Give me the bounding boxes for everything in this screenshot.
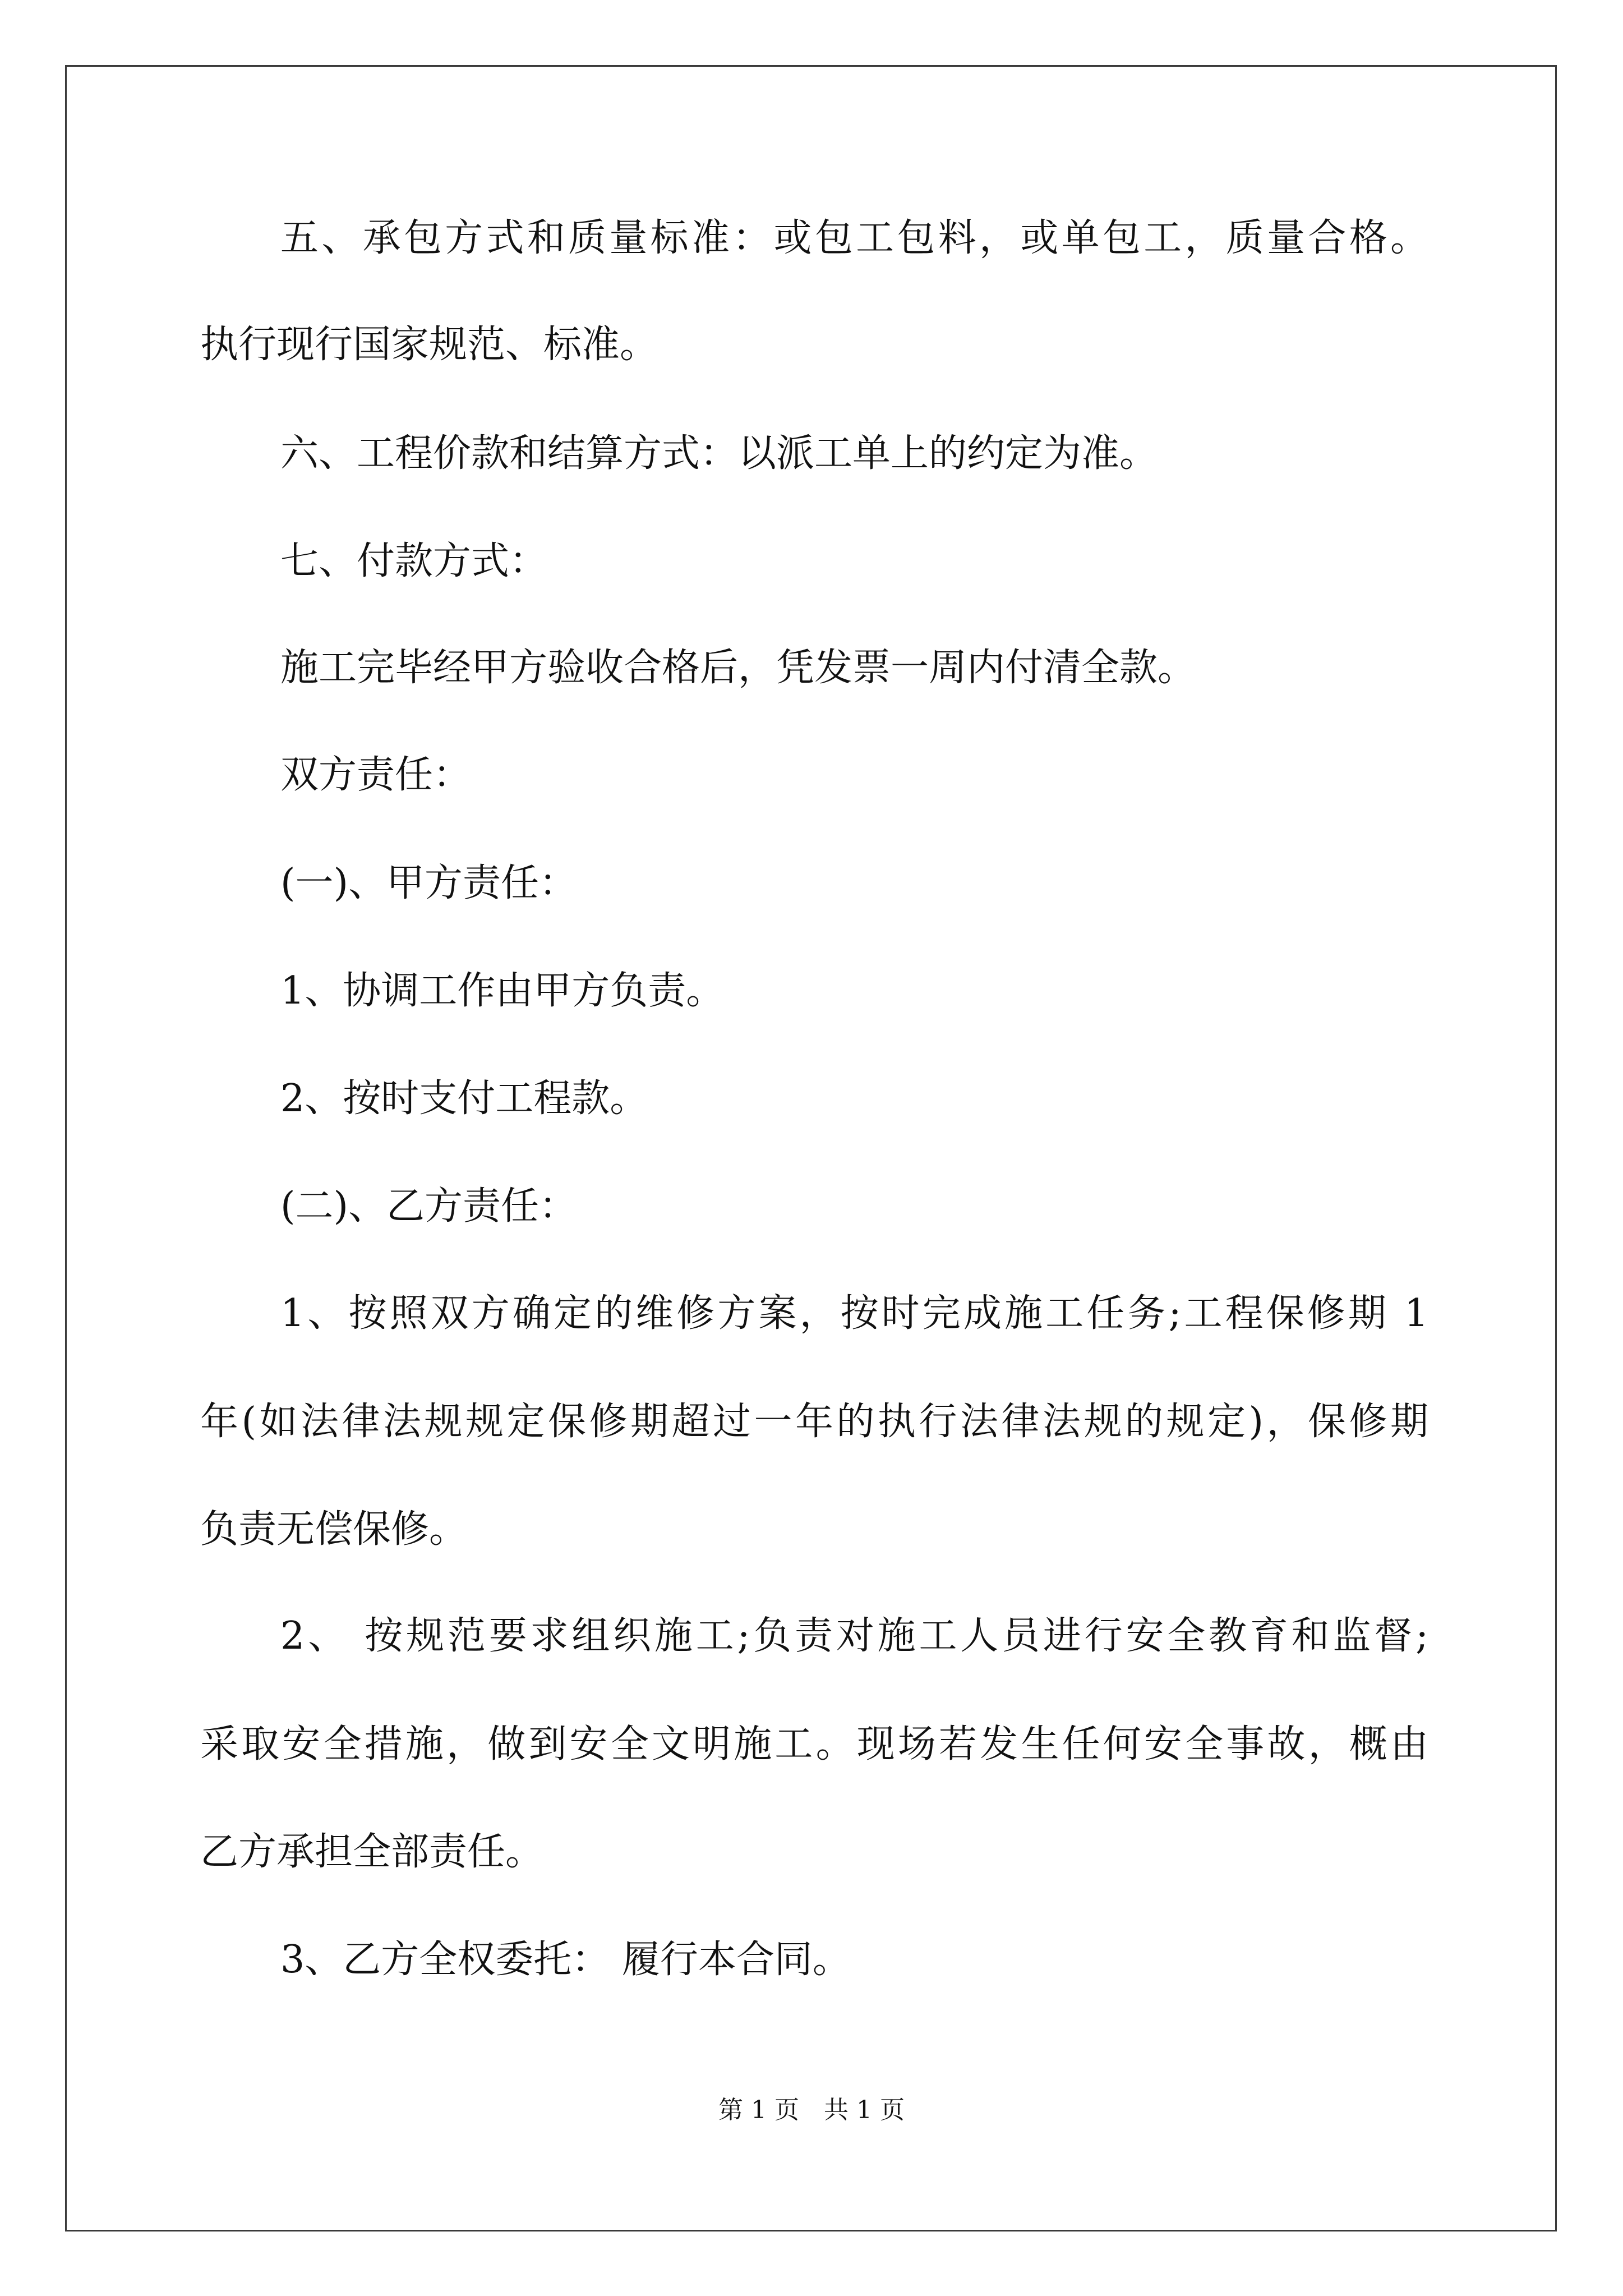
paragraph-line: 1、协调工作由甲方负责。	[280, 969, 725, 1013]
paragraph-line: 3、乙方全权委托： 履行本合同。	[280, 1938, 851, 1982]
paragraph-line: 执行现行国家规范、标准。	[200, 323, 658, 367]
paragraph-line: 2、按时支付工程款。	[280, 1076, 648, 1121]
paragraph-line: (一)、甲方责任：	[280, 861, 578, 905]
paragraph-line: 七、付款方式：	[280, 539, 548, 583]
paragraph-line: (二)、乙方责任：	[280, 1184, 578, 1228]
paragraph-line: 采取安全措施，做到安全文明施工。现场若发生任何安全事故，概由	[200, 1722, 1428, 1766]
paragraph-line: 六、工程价款和结算方式：以派工单上的约定为准。	[280, 431, 1158, 476]
paragraph-line: 年(如法律法规规定保修期超过一年的执行法律法规的规定)，保修期	[200, 1400, 1428, 1444]
paragraph-line: 负责无偿保修。	[200, 1507, 468, 1552]
paragraph-line: 双方责任：	[280, 753, 472, 797]
paragraph-line: 1、按照双方确定的维修方案，按时完成施工任务;工程保修期 1	[280, 1291, 1428, 1336]
paragraph-line: 五、承包方式和质量标准：或包工包料，或单包工，质量合格。	[280, 216, 1428, 260]
page-footer-indicator: 第 1 页 共 1 页	[718, 2096, 905, 2124]
paragraph-line: 施工完毕经甲方验收合格后，凭发票一周内付清全款。	[280, 646, 1196, 690]
paragraph-line: 2、 按规范要求组织施工;负责对施工人员进行安全教育和监督;	[280, 1614, 1428, 1658]
page-border	[65, 65, 1557, 2231]
paragraph-line: 乙方承担全部责任。	[200, 1830, 544, 1874]
